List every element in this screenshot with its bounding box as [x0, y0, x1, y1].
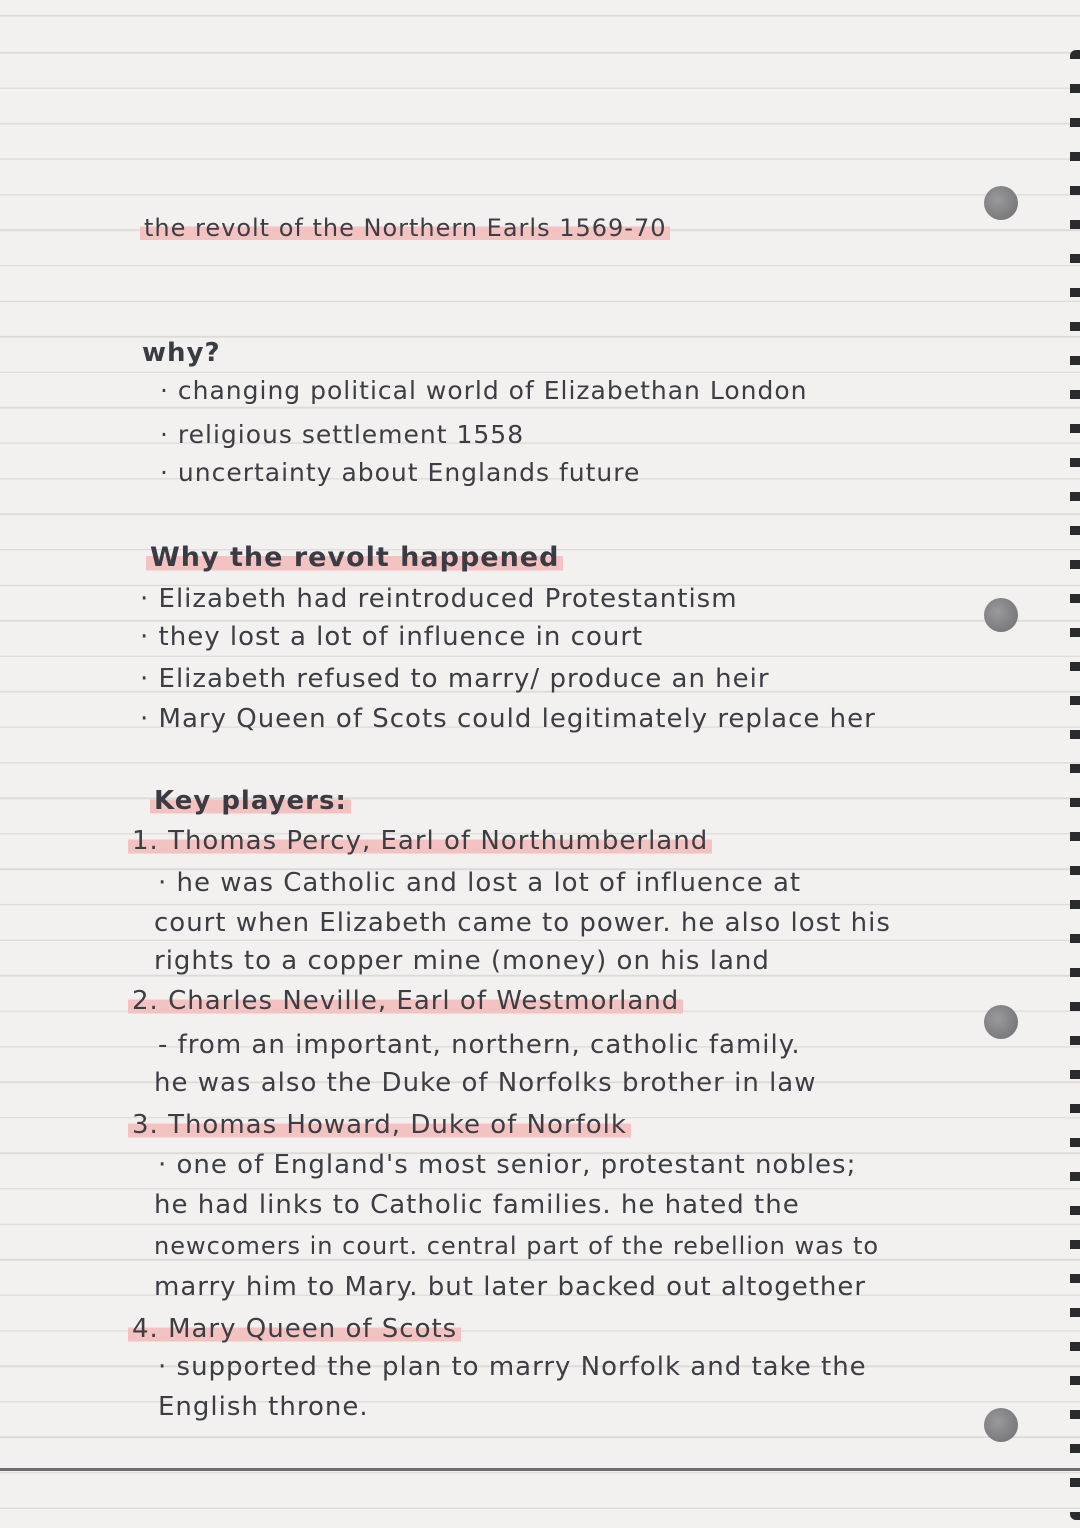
- list-item: · Elizabeth refused to marry/ produce an heir: [140, 664, 770, 694]
- player-detail: · supported the plan to marry Norfolk and take the: [158, 1352, 867, 1382]
- player-name: [128, 826, 712, 856]
- bottom-rule: [0, 1468, 1080, 1471]
- punch-hole-icon: [984, 1408, 1018, 1442]
- punch-hole-icon: [984, 1005, 1018, 1039]
- list-item: · uncertainty about Englands future: [160, 458, 641, 487]
- spiral-binding: [1070, 50, 1080, 1520]
- player-detail: · he was Catholic and lost a lot of influence at: [158, 868, 802, 898]
- player-name: [128, 1110, 631, 1140]
- player-name-text: 3. Thomas Howard, Duke of Norfolk: [128, 1110, 631, 1140]
- player-detail: court when Elizabeth came to power. he also lost his: [154, 908, 891, 938]
- player-name: [128, 986, 683, 1016]
- player-detail: rights to a copper mine (money) on his land: [154, 946, 770, 976]
- heading-text: Key players:: [150, 786, 351, 816]
- list-item: · Elizabeth had reintroduced Protestantism: [140, 584, 738, 614]
- punch-hole-icon: [984, 598, 1018, 632]
- page-title: [140, 214, 670, 242]
- player-detail: he was also the Duke of Norfolks brother in law: [154, 1068, 817, 1098]
- player-detail: · one of England's most senior, protestant nobles;: [158, 1150, 857, 1180]
- player-detail: newcomers in court. central part of the rebellion was to: [154, 1232, 880, 1260]
- player-name-text: 2. Charles Neville, Earl of Westmorland: [128, 986, 683, 1016]
- player-detail: English throne.: [158, 1392, 369, 1422]
- list-item: · changing political world of Elizabethan London: [160, 376, 808, 405]
- player-name: [128, 1314, 461, 1344]
- player-detail: - from an important, northern, catholic family.: [158, 1030, 801, 1060]
- section-heading-why-happened: [146, 542, 563, 573]
- title-text: the revolt of the Northern Earls 1569-70: [140, 214, 670, 242]
- list-item: · religious settlement 1558: [160, 420, 525, 449]
- player-detail: marry him to Mary. but later backed out altogether: [154, 1272, 867, 1302]
- section-heading-key-players: [150, 786, 351, 816]
- player-name-text: 1. Thomas Percy, Earl of Northumberland: [128, 826, 712, 856]
- list-item: · they lost a lot of influence in court: [140, 622, 644, 652]
- list-item: · Mary Queen of Scots could legitimately replace her: [140, 704, 876, 734]
- player-detail: he had links to Catholic families. he hated the: [154, 1190, 800, 1220]
- section-heading-why: why?: [142, 338, 221, 368]
- heading-text: Why the revolt happened: [146, 542, 563, 573]
- player-name-text: 4. Mary Queen of Scots: [128, 1314, 461, 1344]
- punch-hole-icon: [984, 186, 1018, 220]
